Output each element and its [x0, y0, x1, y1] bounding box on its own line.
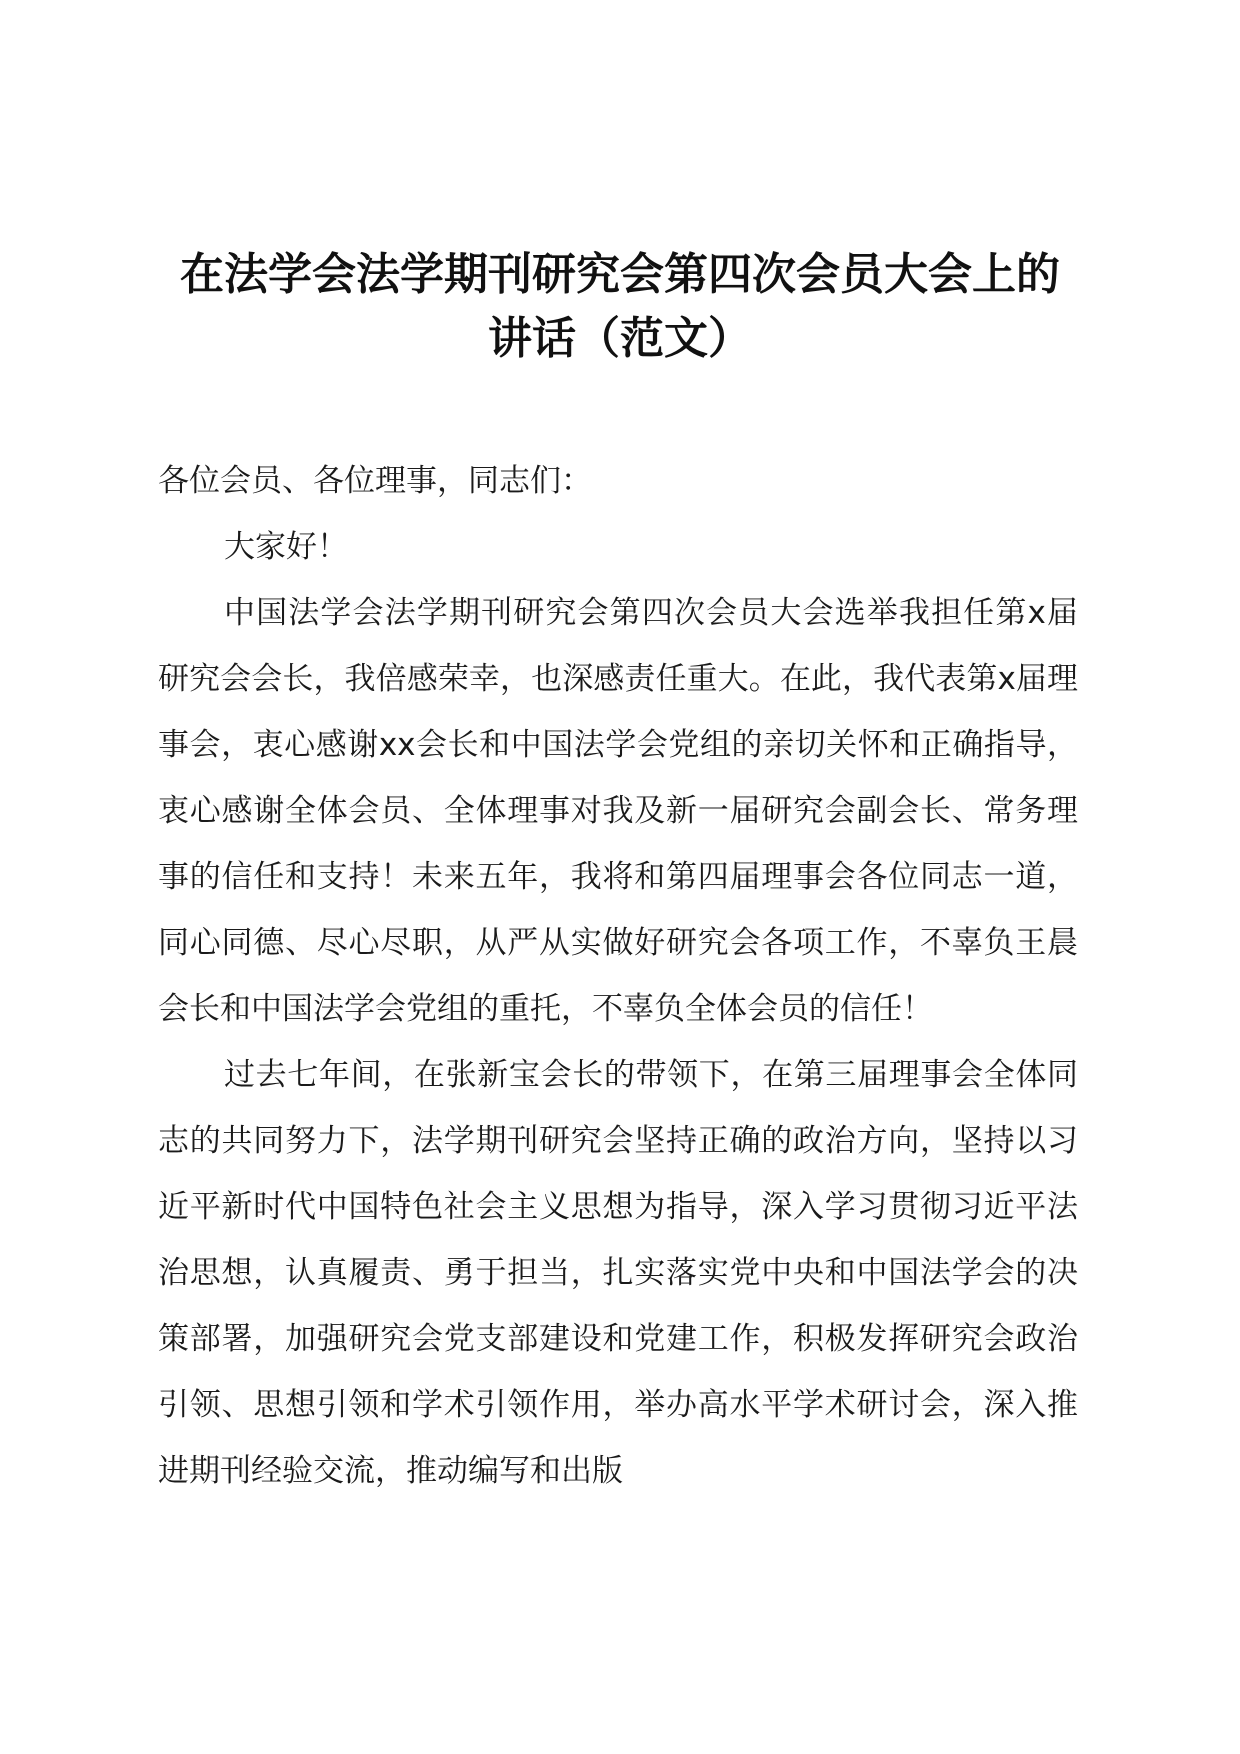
title-line-1: 在法学会法学期刊研究会第四次会员大会上的 — [180, 249, 1060, 300]
salutation: 各位会员、各位理事，同志们： — [158, 463, 592, 499]
paragraph-2: 过去七年间，在张新宝会长的带领下，在第三届理事会全体同志的共同努力下，法学期刊研究会坚持正确的政治方向，坚持以习近平新时代中国特色社会主义思想为指导，深入学习贯彻习近平法治思想，认真履责、勇于担当，扎实落实党中央和中国法学会的决策部署，加强研究会党支部建设和党建工作，积极发挥研究会政治引领、思想引领和学术引领作用，举办高水平学术研讨会，深入推进期刊经验交流，推动编写和出版 — [158, 1057, 1078, 1489]
document-title — [140, 243, 1100, 371]
title-line-2: 讲话（范文） — [488, 313, 752, 364]
greeting: 大家好！ — [224, 529, 348, 565]
paragraph-1: 中国法学会法学期刊研究会第四次会员大会选举我担任第x届研究会会长，我倍感荣幸，也深感责任重大。在此，我代表第x届理事会，衷心感谢xx会长和中国法学会党组的亲切关怀和正确指导，衷心感谢全体会员、全体理事对我及新一届研究会副会长、常务理事的信任和支持！未来五年，我将和第四届理事会各位同志一道，同心同德、尽心尽职，从严从实做好研究会各项工作，不辜负王晨会长和中国法学会党组的重托，不辜负全体会员的信任！ — [158, 595, 1078, 1027]
document-body — [158, 448, 1078, 1504]
